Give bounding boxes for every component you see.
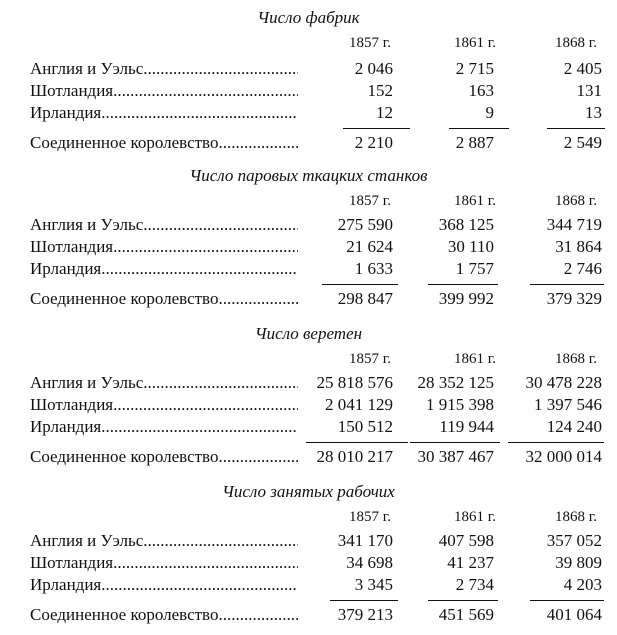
sum-rule bbox=[428, 600, 498, 601]
cell-value: 41 237 bbox=[447, 553, 494, 572]
total-value: 2 887 bbox=[455, 133, 494, 152]
cell-value: 1 397 546 bbox=[534, 395, 602, 414]
row-label: Шотландия ..... bbox=[30, 394, 298, 416]
total-value: 28 010 217 bbox=[316, 447, 393, 466]
total-value: 30 387 467 bbox=[417, 447, 494, 466]
cell-value: 2 046 bbox=[354, 59, 393, 78]
year-header bbox=[0, 34, 617, 52]
year-header bbox=[0, 192, 617, 210]
cell-value: 30 110 bbox=[447, 237, 494, 256]
cell-value: 163 bbox=[468, 81, 494, 100]
total-value: 401 064 bbox=[546, 605, 602, 624]
year-label: 1861 г. bbox=[454, 509, 496, 525]
sum-rule bbox=[410, 442, 500, 443]
cell-value: 407 598 bbox=[438, 531, 494, 550]
cell-value: 3 345 bbox=[354, 575, 393, 594]
cell-value: 124 240 bbox=[546, 417, 602, 436]
total-row bbox=[0, 132, 617, 154]
total-value: 32 000 014 bbox=[525, 447, 602, 466]
cell-value: 28 352 125 bbox=[417, 373, 494, 392]
cell-value: 2 041 129 bbox=[325, 395, 393, 414]
cell-value: 368 125 bbox=[438, 215, 494, 234]
table-spindles bbox=[0, 324, 617, 474]
cell-value: 344 719 bbox=[546, 215, 602, 234]
total-value: 379 213 bbox=[337, 605, 393, 624]
row-label: Соединенное королевство ..... bbox=[30, 288, 298, 310]
row-label: Ирландия ..... bbox=[30, 574, 298, 596]
cell-value: 2 734 bbox=[455, 575, 494, 594]
table-row bbox=[0, 236, 617, 258]
cell-value: 341 170 bbox=[337, 531, 393, 550]
table-factories bbox=[0, 8, 617, 158]
table-row bbox=[0, 552, 617, 574]
cell-value: 2 405 bbox=[563, 59, 602, 78]
sum-rule bbox=[322, 284, 398, 285]
cell-value: 4 203 bbox=[563, 575, 602, 594]
year-label: 1861 г. bbox=[454, 351, 496, 367]
cell-value: 131 bbox=[576, 81, 602, 100]
table-title: Число фабрик bbox=[257, 8, 360, 27]
cell-value: 9 bbox=[485, 103, 494, 122]
sum-rule bbox=[547, 128, 605, 129]
table-row bbox=[0, 416, 617, 438]
table-row bbox=[0, 372, 617, 394]
year-label: 1868 г. bbox=[555, 509, 597, 525]
cell-value: 2 746 bbox=[563, 259, 602, 278]
row-label: Ирландия ..... bbox=[30, 258, 298, 280]
table-title: Число паровых ткацких станков bbox=[189, 166, 428, 185]
row-label: Шотландия ..... bbox=[30, 80, 298, 102]
year-label: 1868 г. bbox=[555, 193, 597, 209]
cell-value: 1 915 398 bbox=[426, 395, 494, 414]
row-label: Шотландия ..... bbox=[30, 552, 298, 574]
year-label: 1857 г. bbox=[349, 193, 391, 209]
table-row bbox=[0, 80, 617, 102]
row-label: Ирландия ..... bbox=[30, 102, 298, 124]
total-value: 399 992 bbox=[438, 289, 494, 308]
cell-value: 275 590 bbox=[337, 215, 393, 234]
cell-value: 39 809 bbox=[555, 553, 602, 572]
cell-value: 25 818 576 bbox=[316, 373, 393, 392]
cell-value: 357 052 bbox=[546, 531, 602, 550]
table-row bbox=[0, 102, 617, 124]
row-label: Соединенное королевство ..... bbox=[30, 604, 298, 626]
row-label: Англия и Уэльс ..... bbox=[30, 214, 298, 236]
row-label: Соединенное королевство ..... bbox=[30, 446, 298, 468]
table-row bbox=[0, 58, 617, 80]
cell-value: 31 864 bbox=[555, 237, 602, 256]
sum-rule bbox=[449, 128, 509, 129]
year-label: 1857 г. bbox=[349, 351, 391, 367]
cell-value: 1 757 bbox=[455, 259, 494, 278]
table-title: Число веретен bbox=[254, 324, 363, 343]
row-label: Шотландия ..... bbox=[30, 236, 298, 258]
sum-rule bbox=[508, 442, 604, 443]
table-row bbox=[0, 214, 617, 236]
year-label: 1868 г. bbox=[555, 351, 597, 367]
total-value: 298 847 bbox=[337, 289, 393, 308]
total-value: 2 210 bbox=[354, 133, 393, 152]
cell-value: 21 624 bbox=[346, 237, 393, 256]
total-value: 451 569 bbox=[438, 605, 494, 624]
cell-value: 119 944 bbox=[439, 417, 494, 436]
year-label: 1857 г. bbox=[349, 509, 391, 525]
cell-value: 2 715 bbox=[455, 59, 494, 78]
table-row bbox=[0, 530, 617, 552]
sum-rule bbox=[306, 442, 408, 443]
row-label: Англия и Уэльс ..... bbox=[30, 530, 298, 552]
table-power-looms bbox=[0, 166, 617, 316]
total-row bbox=[0, 288, 617, 310]
cell-value: 34 698 bbox=[346, 553, 393, 572]
year-header bbox=[0, 508, 617, 526]
row-label: Англия и Уэльс ..... bbox=[30, 58, 298, 80]
table-title: Число занятых рабочих bbox=[222, 482, 395, 501]
row-label: Ирландия ..... bbox=[30, 416, 298, 438]
year-label: 1868 г. bbox=[555, 35, 597, 51]
sum-rule bbox=[330, 600, 398, 601]
cell-value: 1 633 bbox=[354, 259, 393, 278]
year-label: 1861 г. bbox=[454, 193, 496, 209]
sum-rule bbox=[530, 284, 604, 285]
table-row bbox=[0, 394, 617, 416]
cell-value: 12 bbox=[376, 103, 393, 122]
sum-rule bbox=[428, 284, 498, 285]
cell-value: 13 bbox=[585, 103, 602, 122]
total-value: 2 549 bbox=[563, 133, 602, 152]
sum-rule bbox=[530, 600, 604, 601]
total-row bbox=[0, 446, 617, 468]
total-value: 379 329 bbox=[546, 289, 602, 308]
year-label: 1861 г. bbox=[454, 35, 496, 51]
row-label: Англия и Уэльс ..... bbox=[30, 372, 298, 394]
table-row bbox=[0, 574, 617, 596]
total-row bbox=[0, 604, 617, 626]
table-row bbox=[0, 258, 617, 280]
cell-value: 150 512 bbox=[337, 417, 393, 436]
cell-value: 152 bbox=[367, 81, 393, 100]
cell-value: 30 478 228 bbox=[525, 373, 602, 392]
table-workers bbox=[0, 482, 617, 632]
row-label: Соединенное королевство ..... bbox=[30, 132, 298, 154]
year-label: 1857 г. bbox=[349, 35, 391, 51]
sum-rule bbox=[343, 128, 410, 129]
year-header bbox=[0, 350, 617, 368]
